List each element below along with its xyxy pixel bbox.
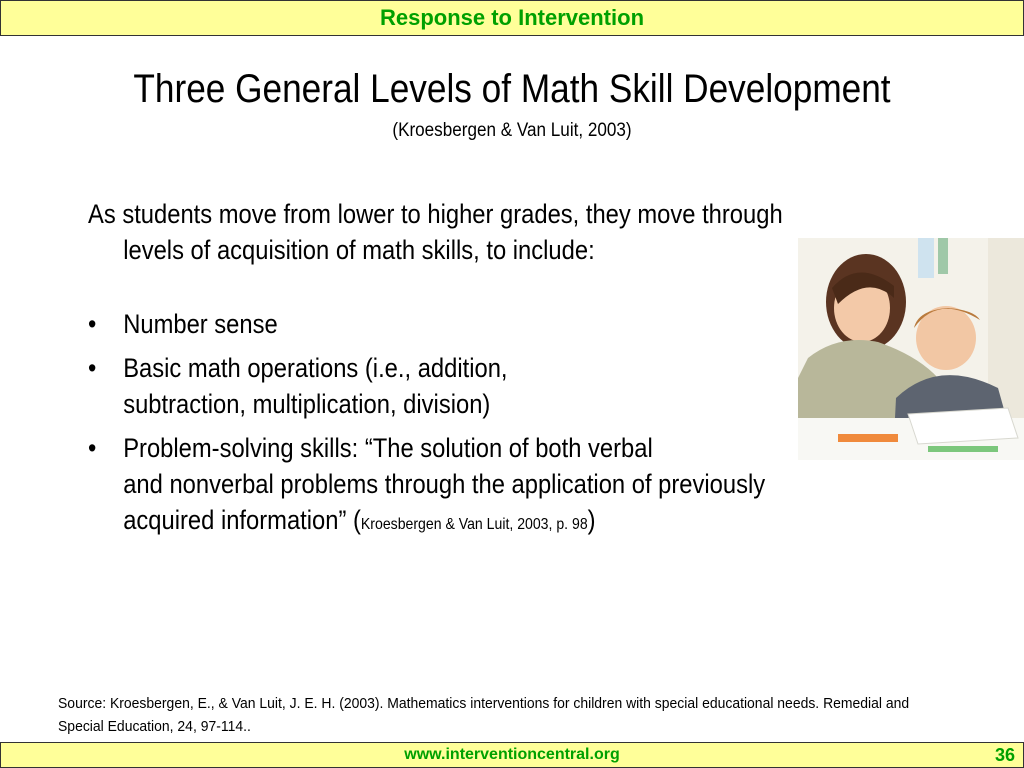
- bullet-list: [88, 306, 827, 543]
- bullet-text-line: and nonverbal problems through the application of previously: [123, 469, 766, 499]
- top-banner: [0, 0, 1024, 36]
- bullet-item: [88, 430, 827, 543]
- bullet-icon: •: [88, 433, 97, 463]
- slide-subtitle: (Kroesbergen & Van Luit, 2003): [392, 120, 632, 141]
- bullet-text-line: acquired information” (: [123, 505, 361, 535]
- page-number: 36: [994, 745, 1015, 765]
- footer-url-link[interactable]: www.interventioncentral.org: [404, 746, 620, 763]
- teacher-helping-student-photo: [798, 238, 1024, 460]
- slide-title: Three General Levels of Math Skill Development: [133, 67, 891, 111]
- bullet-item: [88, 306, 827, 342]
- bullet-item: [88, 350, 827, 422]
- bullet-icon: •: [88, 309, 97, 339]
- banner-title: Response to Intervention: [379, 5, 645, 30]
- slide-body: [88, 196, 827, 551]
- citation-close: ): [587, 505, 596, 535]
- photo-illustration: [798, 238, 1024, 460]
- intro-paragraph: As students move from lower to higher grades, they move through levels of acquisition of math skills, to include:: [88, 199, 783, 265]
- inline-citation: Kroesbergen & Van Luit, 2003, p. 98: [360, 516, 588, 533]
- source-citation: Source: Kroesbergen, E., & Van Luit, J. E. H. (2003). Mathematics interventions for children with special educational needs. Remedial and Special Education, 24, 97-114..: [58, 695, 910, 735]
- bullet-text-line: Problem-solving skills: “The solution of both verbal: [123, 433, 653, 463]
- bullet-text: Number sense: [123, 309, 278, 339]
- bullet-icon: •: [88, 353, 97, 383]
- bullet-text: Basic math operations (i.e., addition, subtraction, multiplication, division): [123, 353, 508, 419]
- footer-bar: [0, 742, 1024, 768]
